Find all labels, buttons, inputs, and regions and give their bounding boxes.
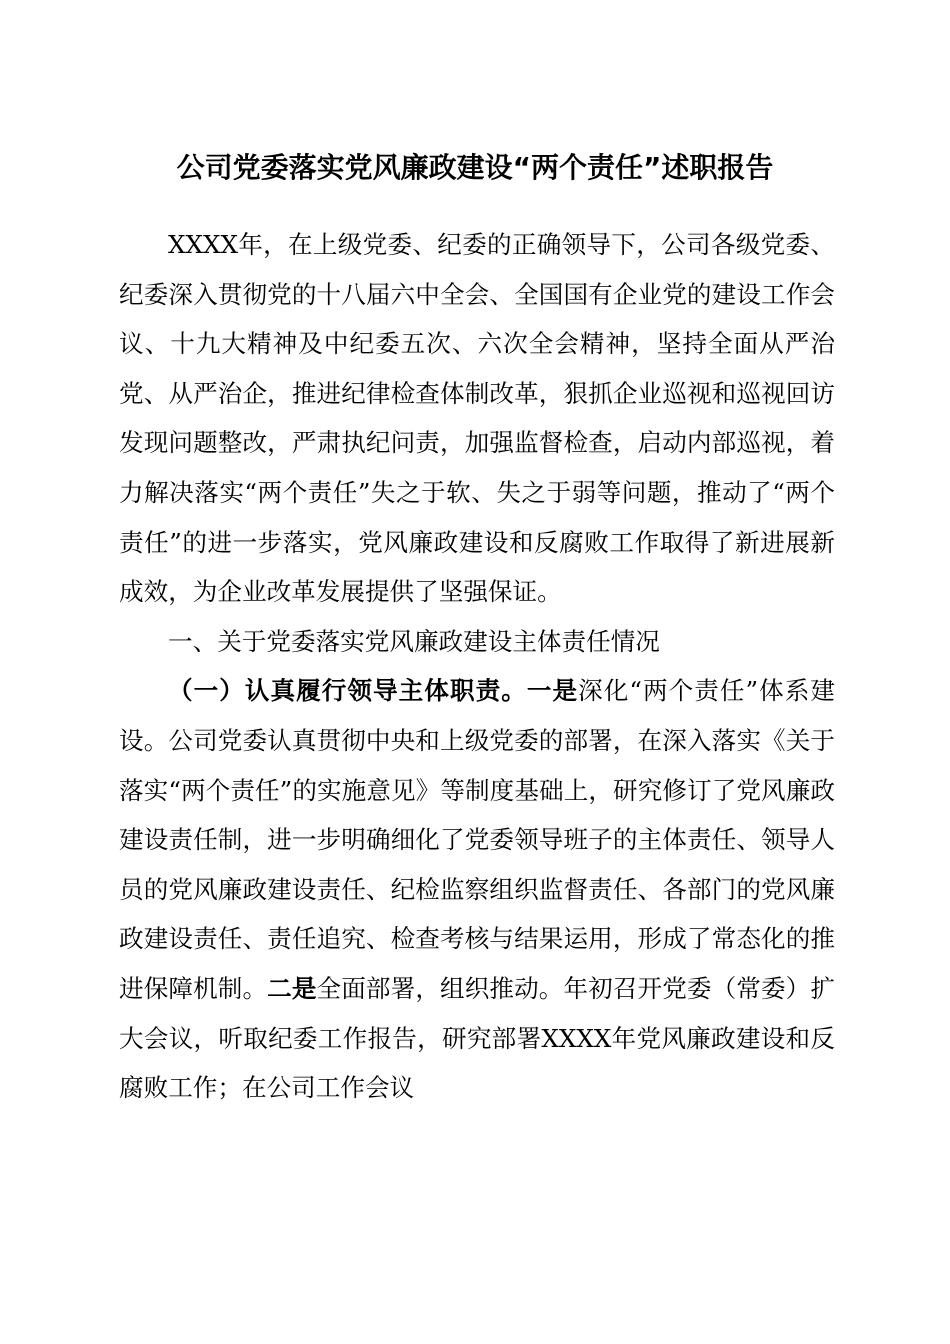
point1-lead: 一是 — [526, 676, 579, 706]
point1-text: 深化“两个责任”体系建设。公司党委认真贯彻中央和上级党委的部署，在深入落实《关于落实“两个责任”的实施意见》等制度基础上，研究修订了党风廉政建设责任制，进一步明确细化了党委领导班子的主体责任、领导人员的党风廉政建设责任、纪检监察组织监督责任、各部门的党风廉政建设责任、责任追究、检查考核与结果运用，形成了常态化的推进保障机制。 — [119, 676, 835, 1003]
section-heading: 一、关于党委落实党风廉政建设主体责任情况 — [168, 626, 660, 656]
sub-heading: （一）认真履行领导主体职责。 — [168, 676, 527, 706]
document-title: 公司党委落实党风廉政建设“两个责任”述职报告 — [176, 151, 774, 184]
point2-text: 全面部署，组织推动。年初召开党委（常委）扩大会议，听取纪委工作报告，研究部署XXXX年党风廉政建设和反腐败工作；在公司工作会议 — [119, 973, 835, 1103]
point2-lead: 二是 — [267, 973, 317, 1003]
document-body — [119, 220, 835, 1113]
intro-paragraph: XXXX年，在上级党委、纪委的正确领导下，公司各级党委、纪委深入贯彻党的十八届六中全会、全国国有企业党的建设工作会议、十九大精神及中纪委五次、六次全会精神，坚持全面从严治党、从严治企，推进纪律检查体制改革，狠抓企业巡视和巡视回访发现问题整改，严肃执纪问责，加强监督检查，启动内部巡视，着力解决落实“两个责任”失之于软、失之于弱等问题，推动了“两个责任”的进一步落实，党风廉政建设和反腐败工作取得了新进展新成效，为企业改革发展提供了坚强保证。 — [119, 230, 835, 607]
section-paragraph — [119, 666, 835, 1112]
